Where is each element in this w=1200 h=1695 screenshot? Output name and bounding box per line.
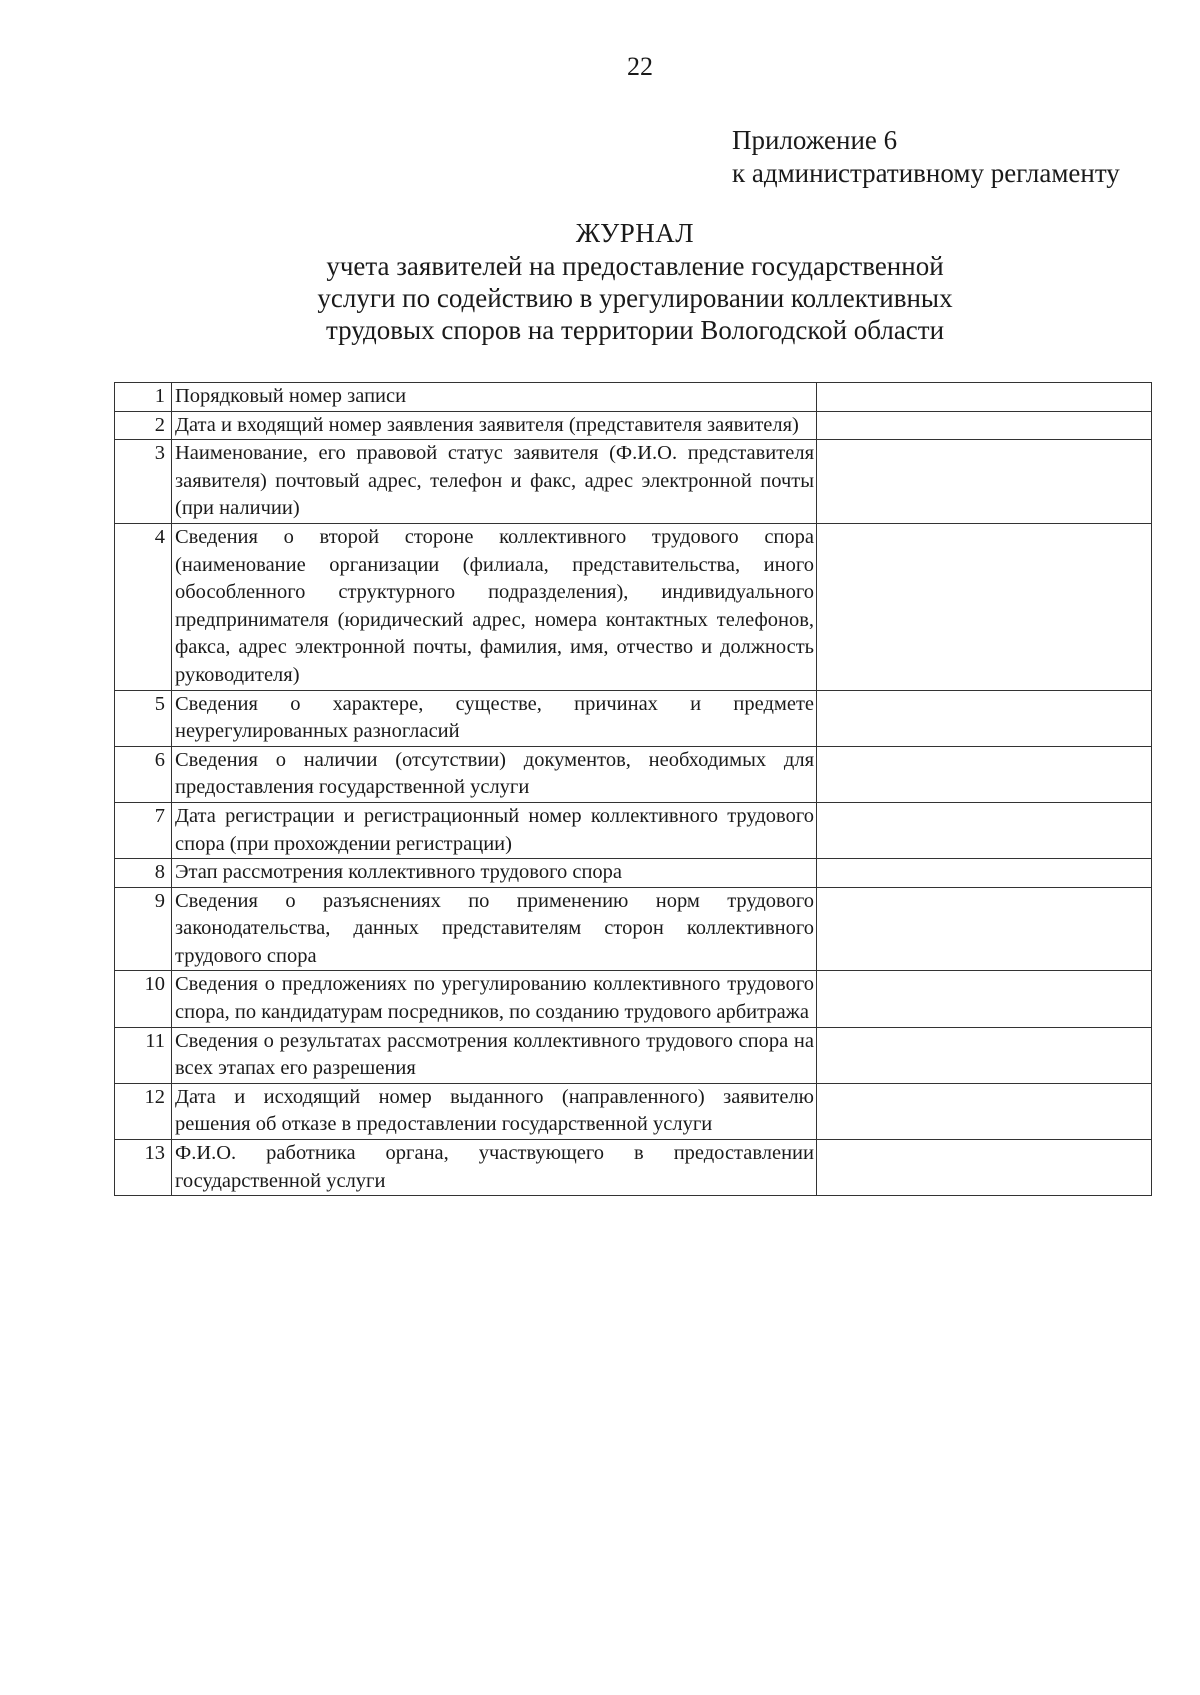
appendix-reference: к административному регламенту <box>732 158 1120 188</box>
row-value-cell <box>817 1027 1152 1083</box>
row-number: 7 <box>115 802 172 858</box>
table-row <box>115 746 1152 802</box>
row-number: 3 <box>115 440 172 524</box>
row-description: Сведения о наличии (отсутствии) документов, необходимых для предоставления государственной услуги <box>172 746 817 802</box>
row-number: 1 <box>115 383 172 412</box>
appendix-note <box>732 124 1120 190</box>
row-description: Сведения о второй стороне коллективного трудового спора (наименование организации (филиала, представительства, иного обособленного структурного подразделения), индивидуального предпринимателя (юридический адрес, номера контактных телефонов, факса, адрес электронной почты, фамилия, имя, отчество и должность руководителя) <box>172 523 817 690</box>
row-value-cell <box>817 523 1152 690</box>
row-value-cell <box>817 440 1152 524</box>
row-number: 12 <box>115 1083 172 1139</box>
subtitle-line: трудовых споров на территории Вологодской области <box>325 315 945 345</box>
row-value-cell <box>817 690 1152 746</box>
row-value-cell <box>817 971 1152 1027</box>
table-row <box>115 971 1152 1027</box>
table-row <box>115 523 1152 690</box>
row-description: Порядковый номер записи <box>172 383 817 412</box>
row-description: Наименование, его правовой статус заявителя (Ф.И.О. представителя заявителя) почтовый адрес, телефон и факс, адрес электронной почты (при наличии) <box>172 440 817 524</box>
row-value-cell <box>817 1083 1152 1139</box>
row-description: Сведения о характере, существе, причинах и предмете неурегулированных разногласий <box>172 690 817 746</box>
table-row <box>115 440 1152 524</box>
table-row <box>115 383 1152 412</box>
table-row <box>115 690 1152 746</box>
row-number: 11 <box>115 1027 172 1083</box>
row-value-cell <box>817 746 1152 802</box>
row-value-cell <box>817 887 1152 971</box>
row-number: 13 <box>115 1140 172 1196</box>
document-title: ЖУРНАЛ <box>575 218 695 248</box>
row-description: Дата регистрации и регистрационный номер коллективного трудового спора (при прохождении регистрации) <box>172 802 817 858</box>
row-description: Дата и входящий номер заявления заявителя (представителя заявителя) <box>172 411 817 440</box>
row-number: 4 <box>115 523 172 690</box>
table-row <box>115 802 1152 858</box>
row-number: 6 <box>115 746 172 802</box>
row-number: 2 <box>115 411 172 440</box>
table-row <box>115 1083 1152 1139</box>
row-value-cell <box>817 411 1152 440</box>
journal-table <box>114 382 1152 1196</box>
row-value-cell <box>817 383 1152 412</box>
subtitle-line: услуги по содействию в урегулировании коллективных <box>317 283 953 313</box>
row-number: 9 <box>115 887 172 971</box>
row-description: Сведения о разъяснениях по применению норм трудового законодательства, данных представителям сторон коллективного трудового спора <box>172 887 817 971</box>
appendix-title: Приложение 6 <box>732 125 898 155</box>
row-description: Этап рассмотрения коллективного трудового спора <box>172 859 817 888</box>
page-number: 22 <box>627 52 653 81</box>
table-row <box>115 1027 1152 1083</box>
row-description: Сведения о результатах рассмотрения коллективного трудового спора на всех этапах его разрешения <box>172 1027 817 1083</box>
row-description: Сведения о предложениях по урегулированию коллективного трудового спора, по кандидатурам посредников, по созданию трудового арбитража <box>172 971 817 1027</box>
table-row <box>115 1140 1152 1196</box>
row-number: 8 <box>115 859 172 888</box>
row-number: 10 <box>115 971 172 1027</box>
table-row <box>115 411 1152 440</box>
subtitle-line: учета заявителей на предоставление государственной <box>326 251 944 281</box>
table-row <box>115 887 1152 971</box>
document-subtitle <box>260 250 1010 346</box>
row-value-cell <box>817 859 1152 888</box>
row-value-cell <box>817 1140 1152 1196</box>
row-description: Дата и исходящий номер выданного (направленного) заявителю решения об отказе в предоставлении государственной услуги <box>172 1083 817 1139</box>
journal-table-body <box>115 383 1152 1196</box>
row-number: 5 <box>115 690 172 746</box>
row-description: Ф.И.О. работника органа, участвующего в предоставлении государственной услуги <box>172 1140 817 1196</box>
table-row <box>115 859 1152 888</box>
row-value-cell <box>817 802 1152 858</box>
